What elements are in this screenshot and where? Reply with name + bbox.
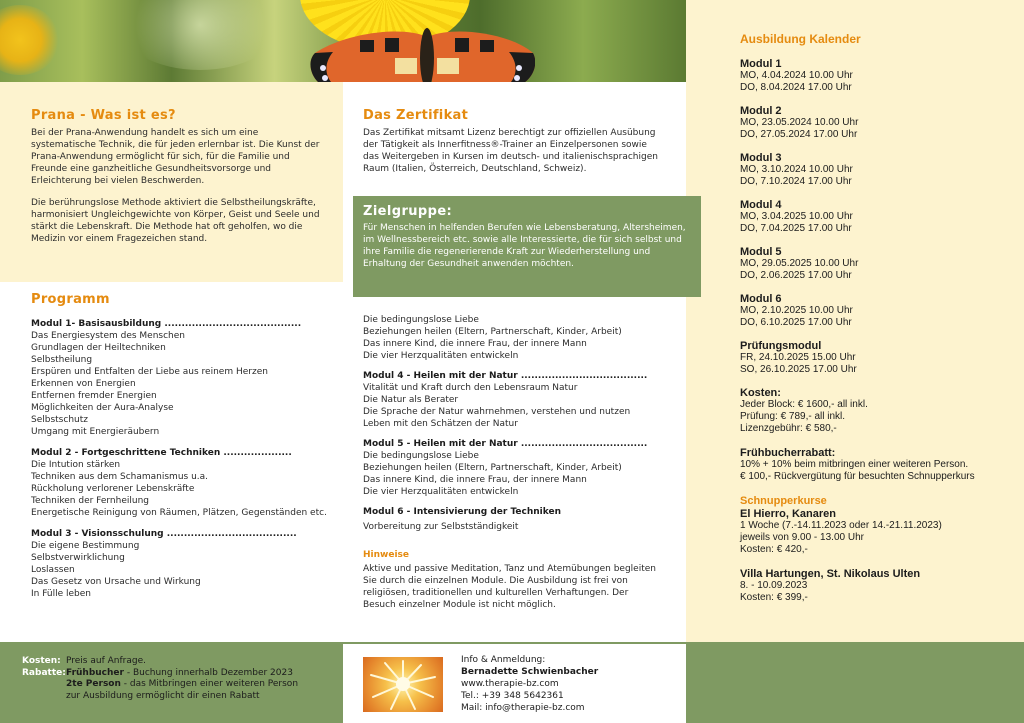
kosten-line: Jeder Block: € 1600,- all inkl. [740, 399, 868, 410]
rabatte-label: Rabatte: [22, 667, 66, 678]
module-title: Modul 5 - Heilen mit der Natur ..................................... [363, 439, 648, 449]
list-item: Die bedingungslose Liebe [363, 451, 479, 461]
list-item: Das Gesetz von Ursache und Wirkung [31, 577, 201, 587]
course-title: Villa Hartungen, St. Nikolaus Ulten [740, 568, 921, 580]
fruehbucher-title: Frühbucherrabatt: [740, 447, 836, 459]
middle-programm-section [363, 314, 663, 611]
list-item: Rückholung verlorener Lebenskräfte [31, 484, 195, 494]
module-block [31, 318, 331, 438]
calendar-module [740, 105, 1020, 141]
list-item: Beziehungen heilen (Eltern, Partnerschaft, Kinder, Arbeit) [363, 463, 622, 473]
fruehbucher-line: € 100,- Rückvergütung für besuchten Schnupperkurs [740, 471, 975, 482]
module-title: Modul 2 - Fortgeschrittene Techniken .................... [31, 448, 292, 458]
zertifikat-title: Das Zertifikat [363, 108, 469, 123]
contact-web-link[interactable]: www.therapie-bz.com [461, 679, 559, 689]
rabatte-line-2 [22, 679, 332, 691]
list-item: Energetische Reinigung von Räumen, Plätzen, Gegenständen etc. [31, 508, 327, 518]
calendar-date: DO, 6.10.2025 17.00 Uhr [740, 317, 852, 328]
calendar-module-title: Prüfungsmodul [740, 340, 822, 352]
module-title: Modul 6 - Intensivierung der Techniken [363, 507, 562, 517]
calendar-date: SO, 26.10.2025 17.00 Uhr [740, 364, 857, 375]
sun-rays-icon [363, 657, 443, 712]
list-item: Selbstheilung [31, 355, 93, 365]
calendar-module [740, 246, 1020, 282]
list-item: Techniken der Fernheilung [31, 496, 149, 506]
list-item: Umgang mit Energieräubern [31, 427, 160, 437]
list-item: Leben mit den Schätzen der Natur [363, 419, 518, 429]
list-item: Die eigene Bestimmung [31, 541, 140, 551]
rabatte-text-1: - Buchung innerhalb Dezember 2023 [123, 667, 293, 678]
prana-section [31, 108, 321, 245]
prana-paragraph-2: Die berührungslose Methode aktiviert die Selbstheilungskräfte, harmonisiert Ungleichgewichte von Körper, Geist und Seele und stärkt die Lebenskraft. Die Methode hat oft geholfen, wo die Medizin vor einem Fragezeichen stand. [31, 198, 320, 244]
rabatte-bold-2: 2te Person [66, 679, 121, 689]
course-line: Kosten: € 399,- [740, 592, 808, 603]
list-item: Die vier Herzqualitäten entwickeln [363, 351, 519, 361]
programm-section [31, 292, 331, 600]
fruehbucher-block [740, 447, 1020, 483]
calendar-module [740, 152, 1020, 188]
list-item: Die bedingungslose Liebe [363, 315, 479, 325]
zielgruppe-text: Für Menschen in helfenden Berufen wie Lebensberatung, Altersheimen, im Wellnessbereich etc. sowie alle Interessierte, die für sich selbst und ihre Familie die regenerierende Kraft zur Wiederherstellung und Erhaltung der Gesundheit anwenden möchten. [363, 223, 686, 269]
zielgruppe-box [353, 196, 701, 297]
list-item: Die vier Herzqualitäten entwickeln [363, 487, 519, 497]
sun-logo-icon [363, 657, 443, 712]
prana-title: Prana - Was ist es? [31, 108, 176, 123]
calendar-date: MO, 3.04.2025 10.00 Uhr [740, 211, 853, 222]
programm-title: Programm [31, 292, 110, 307]
module-title: Modul 1- Basisausbildung ........................................ [31, 319, 302, 329]
light-blur [120, 0, 280, 70]
course-line: 8. - 10.09.2023 [740, 580, 808, 591]
list-item: Techniken aus dem Schamanismus u.a. [31, 472, 209, 482]
calendar-module-title: Modul 1 [740, 58, 782, 70]
calendar-date: DO, 7.10.2024 17.00 Uhr [740, 176, 852, 187]
calendar-module [740, 340, 1020, 376]
calendar-module-title: Modul 5 [740, 246, 782, 258]
header-photo [0, 0, 686, 82]
calendar-date: MO, 2.10.2025 10.00 Uhr [740, 305, 853, 316]
contact-info [461, 654, 681, 714]
calendar-module [740, 199, 1020, 235]
calendar-date: MO, 29.05.2025 10.00 Uhr [740, 258, 859, 269]
calendar-date: DO, 2.06.2025 17.00 Uhr [740, 270, 852, 281]
contact-heading: Info & Anmeldung: [461, 655, 546, 665]
rabatte-line-1 [66, 668, 332, 680]
schnupper-block [740, 495, 1020, 604]
kalender-title: Ausbildung Kalender [740, 32, 861, 46]
yellow-flower-blur [0, 5, 60, 75]
footer-pricing [22, 656, 332, 702]
prana-paragraph-1: Bei der Prana-Anwendung handelt es sich um eine systematische Technik, die für jeden erlernbar ist. Die Kunst der Prana-Anwendung ermöglicht für sich, für die Familie und Freunde eine ganzheitliche Gesundheitsvorsorge und Erleichterung bei vielen Beschwerden. [31, 128, 320, 186]
contact-name-text: Bernadette Schwienbacher [461, 667, 599, 677]
module-block [31, 528, 331, 600]
module-title: Modul 4 - Heilen mit der Natur ..................................... [363, 371, 648, 381]
kosten-block [740, 387, 1020, 435]
schnupper-title: Schnupperkurse [740, 495, 827, 507]
zielgruppe-title: Zielgruppe: [363, 204, 453, 219]
list-item: Die Sprache der Natur wahrnehmen, verstehen und nutzen [363, 407, 631, 417]
course-line: Kosten: € 420,- [740, 544, 808, 555]
calendar-date: MO, 23.05.2024 10.00 Uhr [740, 117, 859, 128]
kosten-title: Kosten: [740, 387, 781, 399]
calendar-date: FR, 24.10.2025 15.00 Uhr [740, 352, 856, 363]
kalender-section [740, 32, 1020, 616]
list-item: Selbstschutz [31, 415, 88, 425]
rabatte-line-3: zur Ausbildung ermöglicht dir einen Rabatt [66, 690, 260, 701]
calendar-date: MO, 3.10.2024 10.00 Uhr [740, 164, 853, 175]
calendar-date: DO, 8.04.2024 17.00 Uhr [740, 82, 852, 93]
list-item: Das Energiesystem des Menschen [31, 331, 186, 341]
calendar-module [740, 293, 1020, 329]
calendar-module-title: Modul 2 [740, 105, 782, 117]
list-item: Loslassen [31, 565, 75, 575]
list-item: Grundlagen der Heiltechniken [31, 343, 166, 353]
zertifikat-text: Das Zertifikat mitsamt Lizenz berechtigt zur offiziellen Ausübung der Tätigkeit als Innerfitness®-Trainer an Einzelpersonen sowie das Weitergeben in Kursen im deutsch- und italienischsprachigen Raum (Italien, Österreich, Deutschland, Schweiz). [363, 128, 658, 174]
list-item: Das innere Kind, die innere Frau, der innere Mann [363, 475, 587, 485]
butterfly-icon [305, 28, 535, 82]
module-block [31, 447, 331, 519]
rabatte-text-2: - das Mitbringen einer weiteren Person [120, 679, 299, 689]
zertifikat-section [363, 108, 663, 175]
calendar-module [740, 58, 1020, 94]
calendar-module-title: Modul 4 [740, 199, 782, 211]
rabatte-bold-1: Frühbucher [66, 667, 124, 678]
contact-mail-link[interactable]: Mail: info@therapie-bz.com [461, 703, 585, 713]
calendar-module-title: Modul 6 [740, 293, 782, 305]
kosten-line: Prüfung: € 789,- all inkl. [740, 411, 846, 422]
course-line: 1 Woche (7.-14.11.2023 oder 14.-21.11.2023) [740, 520, 942, 531]
kosten-value: Preis auf Anfrage. [66, 656, 146, 666]
list-item: Möglichkeiten der Aura-Analyse [31, 403, 174, 413]
kosten-label: Kosten: [22, 656, 61, 666]
list-item: Erkennen von Energien [31, 379, 136, 389]
course-title: El Hierro, Kanaren [740, 508, 836, 520]
calendar-date: MO, 4.04.2024 10.00 Uhr [740, 70, 853, 81]
module-title: Modul 3 - Visionsschulung ...................................... [31, 529, 297, 539]
list-item: Die Intution stärken [31, 460, 121, 470]
list-item: Vorbereitung zur Selbstständigkeit [363, 522, 519, 532]
calendar-date: DO, 7.04.2025 17.00 Uhr [740, 223, 852, 234]
fruehbucher-line: 10% + 10% beim mitbringen einer weiteren Person. [740, 459, 969, 470]
calendar-date: DO, 27.05.2024 17.00 Uhr [740, 129, 858, 140]
hinweise-text: Aktive und passive Meditation, Tanz und Atemübungen begleiten Sie durch die einzelnen Module. Die Ausbildung ist frei von religiösen, traditionellen und kulturellen Verhaftungen. Der Besuch einzelner Module ist nicht möglich. [363, 564, 656, 610]
kosten-line: Lizenzgebühr: € 580,- [740, 423, 837, 434]
course-line: jeweils von 9.00 - 13.00 Uhr [740, 532, 864, 543]
list-item: In Fülle leben [31, 589, 91, 599]
hinweise-title: Hinweise [363, 550, 409, 560]
list-item: Das innere Kind, die innere Frau, der innere Mann [363, 339, 587, 349]
list-item: Beziehungen heilen (Eltern, Partnerschaft, Kinder, Arbeit) [363, 327, 622, 337]
list-item: Die Natur als Berater [363, 395, 459, 405]
list-item: Entfernen fremder Energien [31, 391, 157, 401]
contact-name [461, 666, 681, 678]
list-item: Vitalität und Kraft durch den Lebensraum Natur [363, 383, 578, 393]
list-item: Erspüren und Entfalten der Liebe aus reinem Herzen [31, 367, 268, 377]
contact-phone[interactable]: Tel.: +39 348 5642361 [461, 691, 564, 701]
calendar-module-title: Modul 3 [740, 152, 782, 164]
list-item: Selbstverwirklichung [31, 553, 125, 563]
